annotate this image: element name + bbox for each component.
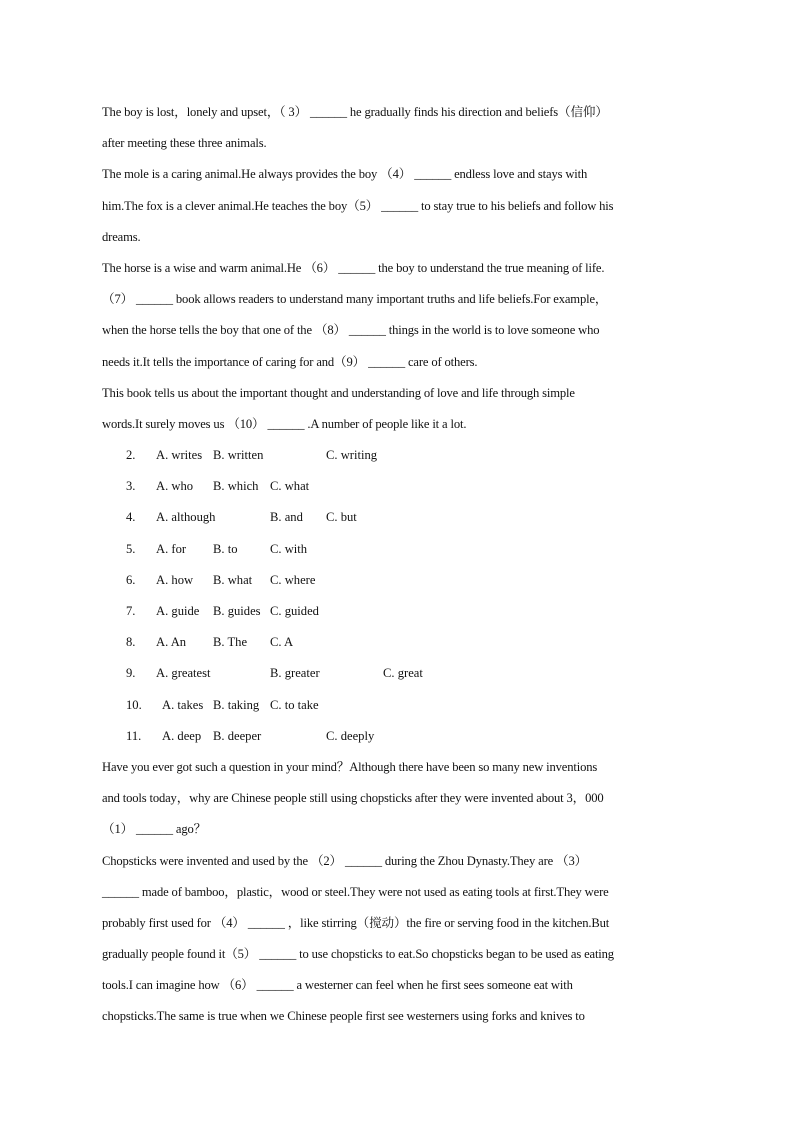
option-c: C. to take bbox=[270, 697, 319, 712]
text-line: Chopsticks were invented and used by the （2） ______ during the Zhou Dynasty.They are （3） bbox=[102, 853, 588, 868]
text-line: This book tells us about the important thought and understanding of love and life through simple bbox=[102, 385, 575, 400]
option-c: C. where bbox=[270, 572, 316, 587]
question-item bbox=[102, 475, 702, 506]
text-line: tools.I can imagine how （6） ______ a westerner can feel when he first sees someone eat with bbox=[102, 978, 573, 993]
question-item bbox=[102, 569, 702, 600]
question-item bbox=[102, 725, 702, 756]
question-item bbox=[102, 538, 702, 569]
text-line: The boy is lost，lonely and upset，（ 3） ______ he gradually finds his direction and beliefs（信仰） bbox=[102, 105, 608, 119]
option-c: C. great bbox=[383, 666, 423, 681]
question-number: 5. bbox=[126, 541, 136, 556]
question-item bbox=[102, 506, 702, 537]
text-line: The mole is a caring animal.He always provides the boy （4） ______ endless love and stays with bbox=[102, 167, 588, 182]
option-b: B. taking bbox=[213, 697, 260, 712]
option-a: A. for bbox=[156, 541, 187, 556]
option-a: A. guide bbox=[156, 604, 200, 618]
question-number: 8. bbox=[126, 635, 136, 650]
text-line: （7） ______ book allows readers to understand many important truths and life beliefs.For example， bbox=[102, 292, 608, 307]
question-item bbox=[102, 444, 702, 475]
question-item bbox=[102, 600, 702, 631]
option-a: A. although bbox=[156, 510, 216, 525]
question-number: 9. bbox=[126, 666, 136, 681]
option-a: A. greatest bbox=[156, 666, 211, 681]
passage-1 bbox=[102, 101, 702, 444]
passage-2 bbox=[102, 756, 702, 1037]
option-b: B. greater bbox=[270, 666, 320, 681]
option-c: C. writing bbox=[326, 448, 378, 463]
text-line: gradually people found it（5） ______ to use chopsticks to eat.So chopsticks began to be used as eating bbox=[102, 947, 614, 962]
option-c: C. what bbox=[270, 479, 310, 494]
option-a: A. who bbox=[156, 479, 194, 494]
question-item bbox=[102, 662, 702, 693]
text-line: probably first used for （4） ______ ，like stirring（搅动）the fire or serving food in the kitchen.But bbox=[102, 915, 610, 930]
question-number: 7. bbox=[126, 604, 136, 618]
question-item bbox=[102, 694, 702, 725]
question-number: 2. bbox=[126, 448, 136, 463]
option-b: B. deeper bbox=[213, 728, 262, 743]
option-a: A. writes bbox=[156, 448, 203, 463]
option-b: B. The bbox=[213, 635, 248, 650]
text-line: after meeting these three animals. bbox=[102, 136, 267, 151]
option-b: B. written bbox=[213, 448, 264, 463]
option-c: C. guided bbox=[270, 604, 319, 618]
question-list bbox=[102, 444, 702, 756]
option-a: A. takes bbox=[162, 697, 204, 712]
option-b: B. and bbox=[270, 510, 303, 525]
document-page bbox=[102, 101, 702, 1037]
option-c: C. with bbox=[270, 541, 308, 556]
text-line: words.It surely moves us （10） ______ .A number of people like it a lot. bbox=[102, 416, 467, 431]
text-line: him.The fox is a clever animal.He teaches the boy（5） ______ to stay true to his beliefs and follow his bbox=[102, 198, 614, 213]
text-line: when the horse tells the boy that one of the （8） ______ things in the world is to love someone who bbox=[102, 323, 600, 338]
question-item bbox=[102, 631, 702, 662]
text-line: ______ made of bamboo，plastic，wood or steel.They were not used as eating tools at first.They were bbox=[102, 884, 609, 899]
option-a: A. deep bbox=[162, 728, 202, 743]
text-line: and tools today，why are Chinese people still using chopsticks after they were invented about 3，000 bbox=[102, 791, 604, 806]
question-number: 4. bbox=[126, 510, 136, 525]
option-b: B. what bbox=[213, 572, 253, 587]
option-a: A. An bbox=[156, 635, 187, 650]
option-a: A. how bbox=[156, 572, 194, 587]
option-b: B. guides bbox=[213, 604, 261, 618]
option-b: B. to bbox=[213, 541, 238, 556]
option-c: C. but bbox=[326, 510, 357, 525]
question-number: 6. bbox=[126, 572, 136, 587]
question-number: 11. bbox=[126, 728, 142, 743]
text-line: （1） ______ ago？ bbox=[102, 822, 207, 837]
text-line: chopsticks.The same is true when we Chinese people first see westerners using forks and knives to bbox=[102, 1009, 585, 1024]
question-number: 10. bbox=[126, 697, 142, 712]
text-line: Have you ever got such a question in your mind？Although there have been so many new inventions bbox=[102, 759, 598, 774]
option-b: B. which bbox=[213, 479, 259, 494]
text-line: needs it.It tells the importance of caring for and（9） ______ care of others. bbox=[102, 354, 478, 369]
question-number: 3. bbox=[126, 479, 136, 494]
text-line: dreams. bbox=[102, 229, 141, 244]
option-c: C. A bbox=[270, 635, 294, 650]
text-line: The horse is a wise and warm animal.He （6） ______ the boy to understand the true meaning of life. bbox=[102, 260, 605, 275]
option-c: C. deeply bbox=[326, 728, 375, 743]
